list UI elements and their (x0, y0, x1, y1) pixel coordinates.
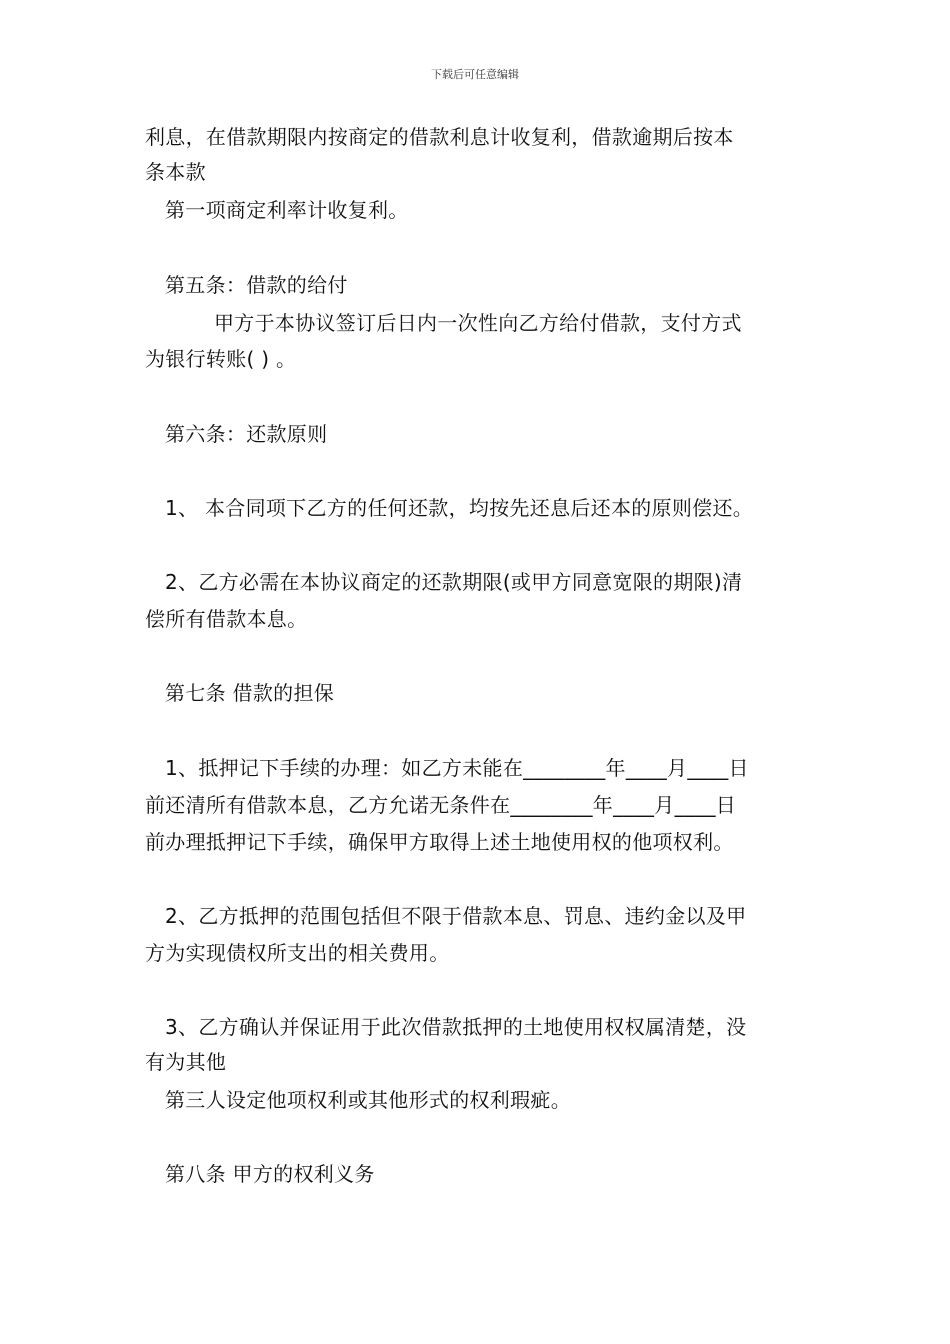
page-header: 下载后可任意编辑 (431, 68, 519, 81)
clause-7-2: 2、乙方抵押的范围包括但不限于借款本息、罚息、违约金以及甲 (165, 904, 747, 928)
clause-7-3: 3、乙方确认并保证用于此次借款抵押的土地使用权权属清楚，没 (165, 1015, 747, 1039)
section-heading-6: 第六条：还款原则 (165, 422, 328, 446)
clause-6-2: 2、乙方必需在本协议商定的还款期限(或甲方同意宽限的期限)清 (165, 570, 743, 594)
section-heading-8: 第八条 甲方的权利义务 (165, 1162, 375, 1186)
section-heading-5: 第五条：借款的给付 (165, 273, 348, 297)
paragraph-line: 为银行转账( ) 。 (145, 347, 297, 371)
section-heading-7: 第七条 借款的担保 (165, 681, 335, 705)
paragraph-line: 偿所有借款本息。 (145, 607, 308, 631)
paragraph-line: 方为实现债权所支出的相关费用。 (145, 941, 450, 965)
paragraph-line: 利息，在借款期限内按商定的借款利息计收复利，借款逾期后按本 (145, 125, 734, 149)
paragraph-line: 第一项商定利率计收复利。 (165, 198, 409, 222)
clause-6-1: 1、 本合同项下乙方的任何还款，均按先还息后还本的原则偿还。 (165, 496, 754, 520)
paragraph-line: 有为其他 (145, 1050, 227, 1074)
paragraph-line: 甲方于本协议签订后日内一次性向乙方给付借款，支付方式 (214, 311, 742, 335)
paragraph-line: 第三人设定他项权利或其他形式的权利瑕疵。 (165, 1088, 571, 1112)
paragraph-line: 条本款 (145, 160, 206, 184)
clause-7-1: 1、抵押记下手续的办理：如乙方未能在________年____月____日 (165, 756, 749, 780)
paragraph-line: 前办理抵押记下手续，确保甲方取得上述土地使用权的他项权利。 (145, 830, 734, 854)
paragraph-line: 前还清所有借款本息，乙方允诺无条件在________年____月____日 (145, 793, 737, 817)
